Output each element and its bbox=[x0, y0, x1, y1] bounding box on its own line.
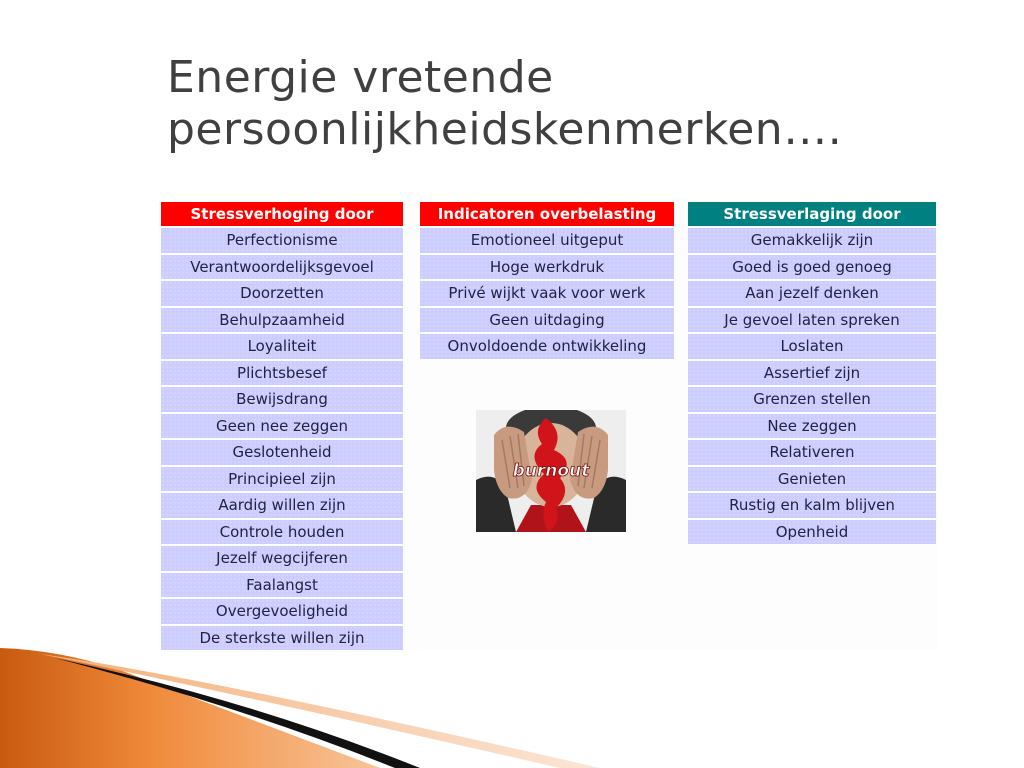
stress-increase-item: Behulpzaamheid bbox=[161, 308, 403, 333]
overload-indicators-column bbox=[420, 202, 674, 361]
overload-indicator-item: Onvoldoende ontwikkeling bbox=[420, 334, 674, 359]
stress-increase-item: Geen nee zeggen bbox=[161, 414, 403, 439]
stress-increase-item: Principieel zijn bbox=[161, 467, 403, 492]
stress-decrease-item: Relativeren bbox=[688, 440, 936, 465]
stress-decrease-item: Nee zeggen bbox=[688, 414, 936, 439]
stress-increase-item: Plichtsbesef bbox=[161, 361, 403, 386]
stress-increase-item: Aardig willen zijn bbox=[161, 493, 403, 518]
stress-decrease-item: Loslaten bbox=[688, 334, 936, 359]
overload-indicators-header: Indicatoren overbelasting bbox=[420, 202, 674, 226]
stress-increase-item: Doorzetten bbox=[161, 281, 403, 306]
burnout-illustration bbox=[476, 410, 626, 532]
stress-decrease-item: Aan jezelf denken bbox=[688, 281, 936, 306]
overload-indicator-item: Emotioneel uitgeput bbox=[420, 228, 674, 253]
stress-increase-item: Loyaliteit bbox=[161, 334, 403, 359]
overload-indicator-item: Hoge werkdruk bbox=[420, 255, 674, 280]
slide-title-line-2: persoonlijkheidskenmerken…. bbox=[167, 104, 843, 155]
slide-title bbox=[167, 52, 987, 156]
burnout-caption: burnout bbox=[512, 461, 590, 481]
stress-increase-item: Faalangst bbox=[161, 573, 403, 598]
stress-increase-item: Overgevoeligheid bbox=[161, 599, 403, 624]
stress-decrease-item: Openheid bbox=[688, 520, 936, 545]
stress-increase-item: Perfectionisme bbox=[161, 228, 403, 253]
overload-indicators-list bbox=[420, 228, 674, 359]
stress-decrease-header: Stressverlaging door bbox=[688, 202, 936, 226]
stress-increase-list bbox=[161, 228, 403, 650]
stress-increase-item: Bewijsdrang bbox=[161, 387, 403, 412]
stress-decrease-list bbox=[688, 228, 936, 544]
slide-title-line-1: Energie vretende bbox=[167, 52, 554, 103]
stress-decrease-item: Gemakkelijk zijn bbox=[688, 228, 936, 253]
stress-increase-item: De sterkste willen zijn bbox=[161, 626, 403, 651]
burnout-image bbox=[476, 410, 626, 532]
stress-increase-item: Verantwoordelijksgevoel bbox=[161, 255, 403, 280]
stress-increase-header: Stressverhoging door bbox=[161, 202, 403, 226]
stress-decrease-item: Genieten bbox=[688, 467, 936, 492]
stress-decrease-item: Je gevoel laten spreken bbox=[688, 308, 936, 333]
stress-increase-item: Jezelf wegcijferen bbox=[161, 546, 403, 571]
stress-decrease-column bbox=[688, 202, 936, 546]
decorative-swoosh bbox=[0, 640, 1024, 768]
stress-increase-item: Controle houden bbox=[161, 520, 403, 545]
overload-indicator-item: Geen uitdaging bbox=[420, 308, 674, 333]
stress-decrease-item: Grenzen stellen bbox=[688, 387, 936, 412]
stress-increase-column bbox=[161, 202, 403, 652]
stress-increase-item: Geslotenheid bbox=[161, 440, 403, 465]
stress-decrease-item: Goed is goed genoeg bbox=[688, 255, 936, 280]
overload-indicator-item: Privé wijkt vaak voor werk bbox=[420, 281, 674, 306]
stress-decrease-item: Rustig en kalm blijven bbox=[688, 493, 936, 518]
stress-decrease-item: Assertief zijn bbox=[688, 361, 936, 386]
